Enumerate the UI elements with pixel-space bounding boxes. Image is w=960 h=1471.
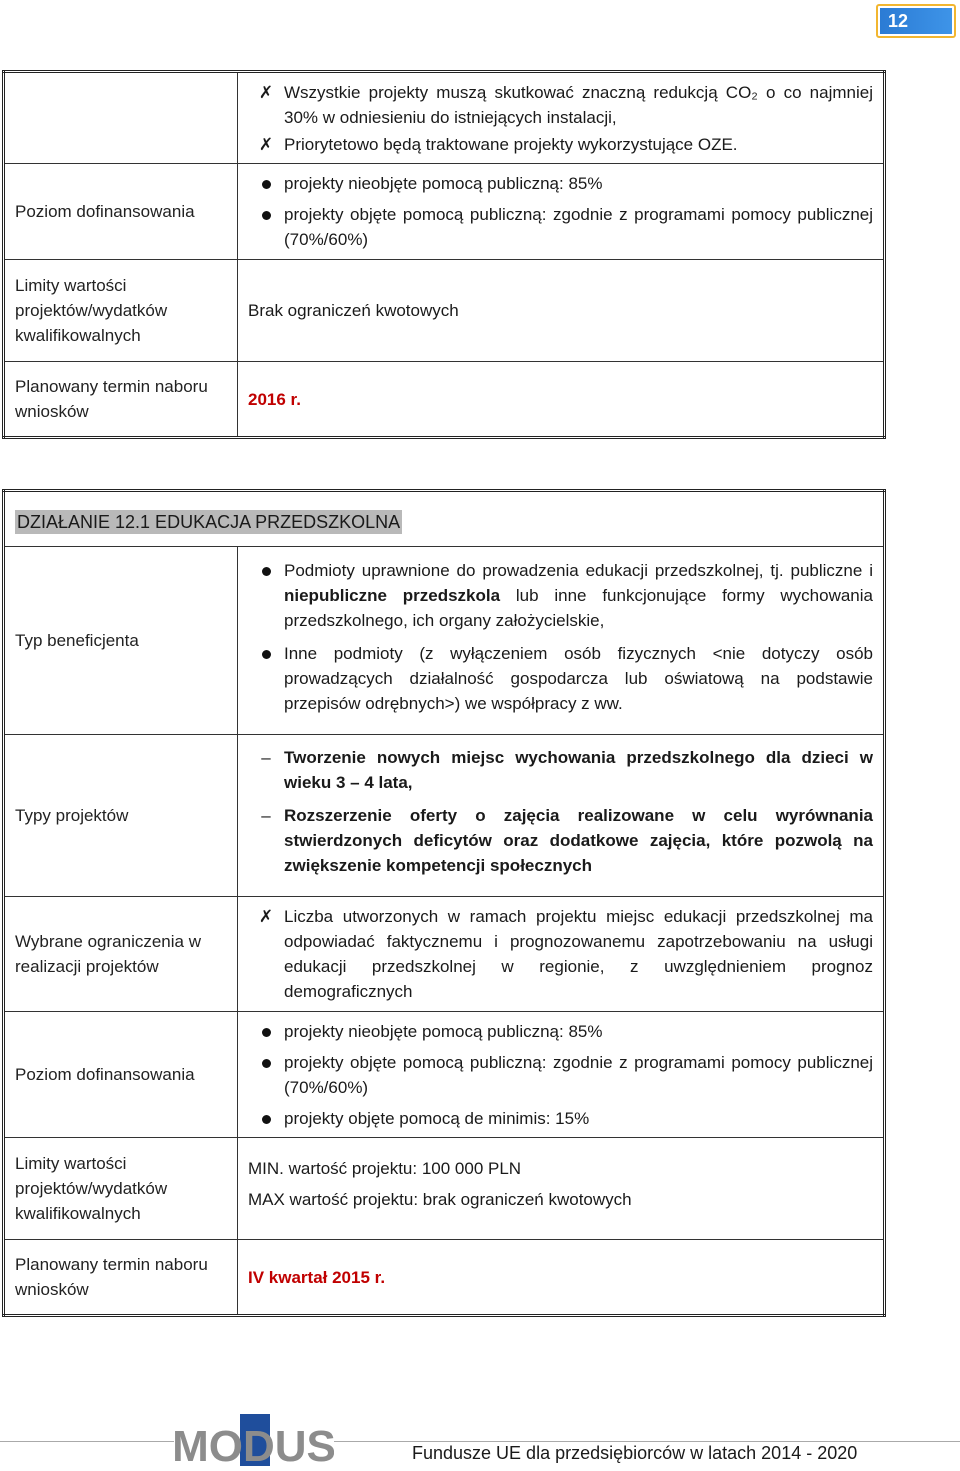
- cross-bullet-icon: ✗: [258, 82, 274, 102]
- project-types-cell: [238, 735, 885, 897]
- list-item: ✗ Wszystkie projekty muszą skutkować znaczną redukcją CO₂ o co najmniej 30% w odniesieniu do istniejących instalacji,: [248, 80, 873, 130]
- table-row: [4, 897, 885, 1012]
- dash-bullet-icon: –: [261, 806, 271, 825]
- list-item: ✗ Priorytetowo będą traktowane projekty wykorzystujące OZE.: [248, 132, 873, 157]
- footer-text: Fundusze UE dla przedsiębiorców w latach 2014 - 2020: [412, 1443, 858, 1463]
- section-header-cell: [4, 491, 885, 547]
- requirements-cell: [238, 72, 885, 164]
- limits-max: MAX wartość projektu: brak ograniczeń kwotowych: [248, 1190, 632, 1209]
- modus-logo: [174, 1414, 334, 1471]
- list-item: projekty objęte pomocą publiczną: zgodnie z programami pomocy publicznej (70%/60%): [248, 202, 873, 252]
- table-row: [4, 362, 885, 438]
- limits-label: Limity wartości projektów/wydatków kwalifikowalnych: [4, 1138, 238, 1240]
- section-header: DZIAŁANIE 12.1 EDUKACJA PRZEDSZKOLNA: [17, 511, 401, 532]
- limits-cell: [238, 1138, 885, 1240]
- limits-min: MIN. wartość projektu: 100 000 PLN: [248, 1159, 522, 1178]
- deadline-value: 2016 r.: [238, 362, 885, 438]
- bullet-dot-icon: [262, 1028, 271, 1037]
- funding-cell: [238, 1012, 885, 1138]
- bullet-dot-icon: [262, 650, 271, 659]
- table-row: [4, 72, 885, 164]
- bullet-dot-icon: [262, 180, 271, 189]
- logo-text: MODUS: [174, 1422, 334, 1466]
- empty-label-cell: [4, 72, 238, 164]
- page-number: 12: [880, 8, 952, 34]
- table-row: [4, 1012, 885, 1138]
- list-item: projekty objęte pomocą publiczną: zgodnie z programami pomocy publicznej (70%/60%): [248, 1050, 873, 1100]
- dash-bullet-icon: –: [261, 748, 271, 767]
- list-item: Inne podmioty (z wyłączeniem osób fizycznych <nie dotyczy osób prowadzących działalność gospodarcza lub oświatową na podstawie przepisów odrębnych>) we współpracy z ww.: [248, 641, 873, 716]
- cross-bullet-icon: ✗: [258, 907, 274, 926]
- table-header-row: [4, 491, 885, 547]
- beneficiary-cell: [238, 547, 885, 735]
- table-continued: [2, 70, 886, 439]
- bullet-dot-icon: [262, 211, 271, 220]
- list-item: – Tworzenie nowych miejsc wychowania przedszkolnego dla dzieci w wieku 3 – 4 lata,: [248, 745, 873, 795]
- restrictions-cell: [238, 897, 885, 1012]
- list-item: projekty nieobjęte pomocą publiczną: 85%: [248, 1019, 873, 1044]
- restrictions-label: Wybrane ograniczenia w realizacji projektów: [4, 897, 238, 1012]
- bullet-dot-icon: [262, 567, 271, 576]
- funding-label: Poziom dofinansowania: [4, 1012, 238, 1138]
- funding-cell: [238, 164, 885, 260]
- limits-value: Brak ograniczeń kwotowych: [238, 260, 885, 362]
- deadline-label: Planowany termin naboru wniosków: [4, 362, 238, 438]
- table-row: [4, 735, 885, 897]
- beneficiary-label: Typ beneficjenta: [4, 547, 238, 735]
- project-types-label: Typy projektów: [4, 735, 238, 897]
- limits-label: Limity wartości projektów/wydatków kwalifikowalnych: [4, 260, 238, 362]
- list-item: projekty nieobjęte pomocą publiczną: 85%: [248, 171, 873, 196]
- table-row: [4, 260, 885, 362]
- table-row: [4, 1240, 885, 1316]
- list-item: – Rozszerzenie oferty o zajęcia realizowane w celu wyrównania stwierdzonych deficytów oraz dodatkowe zajęcia, które pozwolą na zwiększenie kompetencji społecznych: [248, 803, 873, 878]
- deadline-label: Planowany termin naboru wniosków: [4, 1240, 238, 1316]
- table-row: [4, 547, 885, 735]
- list-item: projekty objęte pomocą de minimis: 15%: [248, 1106, 873, 1131]
- bullet-dot-icon: [262, 1115, 271, 1124]
- table-row: [4, 1138, 885, 1240]
- table-action-12-1: [2, 489, 886, 1317]
- funding-label: Poziom dofinansowania: [4, 164, 238, 260]
- bullet-dot-icon: [262, 1059, 271, 1068]
- table-row: [4, 164, 885, 260]
- list-item: ✗ Liczba utworzonych w ramach projektu miejsc edukacji przedszkolnej ma odpowiadać faktycznemu i prognozowanemu zapotrzebowaniu na usługi edukacji przedszkolnej w regionie, z uwzględnieniem prognoz demograficznych: [248, 904, 873, 1004]
- page-number-badge: [876, 4, 956, 38]
- deadline-value: IV kwartał 2015 r.: [238, 1240, 885, 1316]
- footer-divider: [0, 1441, 960, 1442]
- list-item: Podmioty uprawnione do prowadzenia edukacji przedszkolnej, tj. publiczne i niepubliczne przedszkola lub inne funkcjonujące formy wychowania przedszkolnego, ich organy założycielskie,: [248, 558, 873, 633]
- cross-bullet-icon: ✗: [258, 134, 274, 154]
